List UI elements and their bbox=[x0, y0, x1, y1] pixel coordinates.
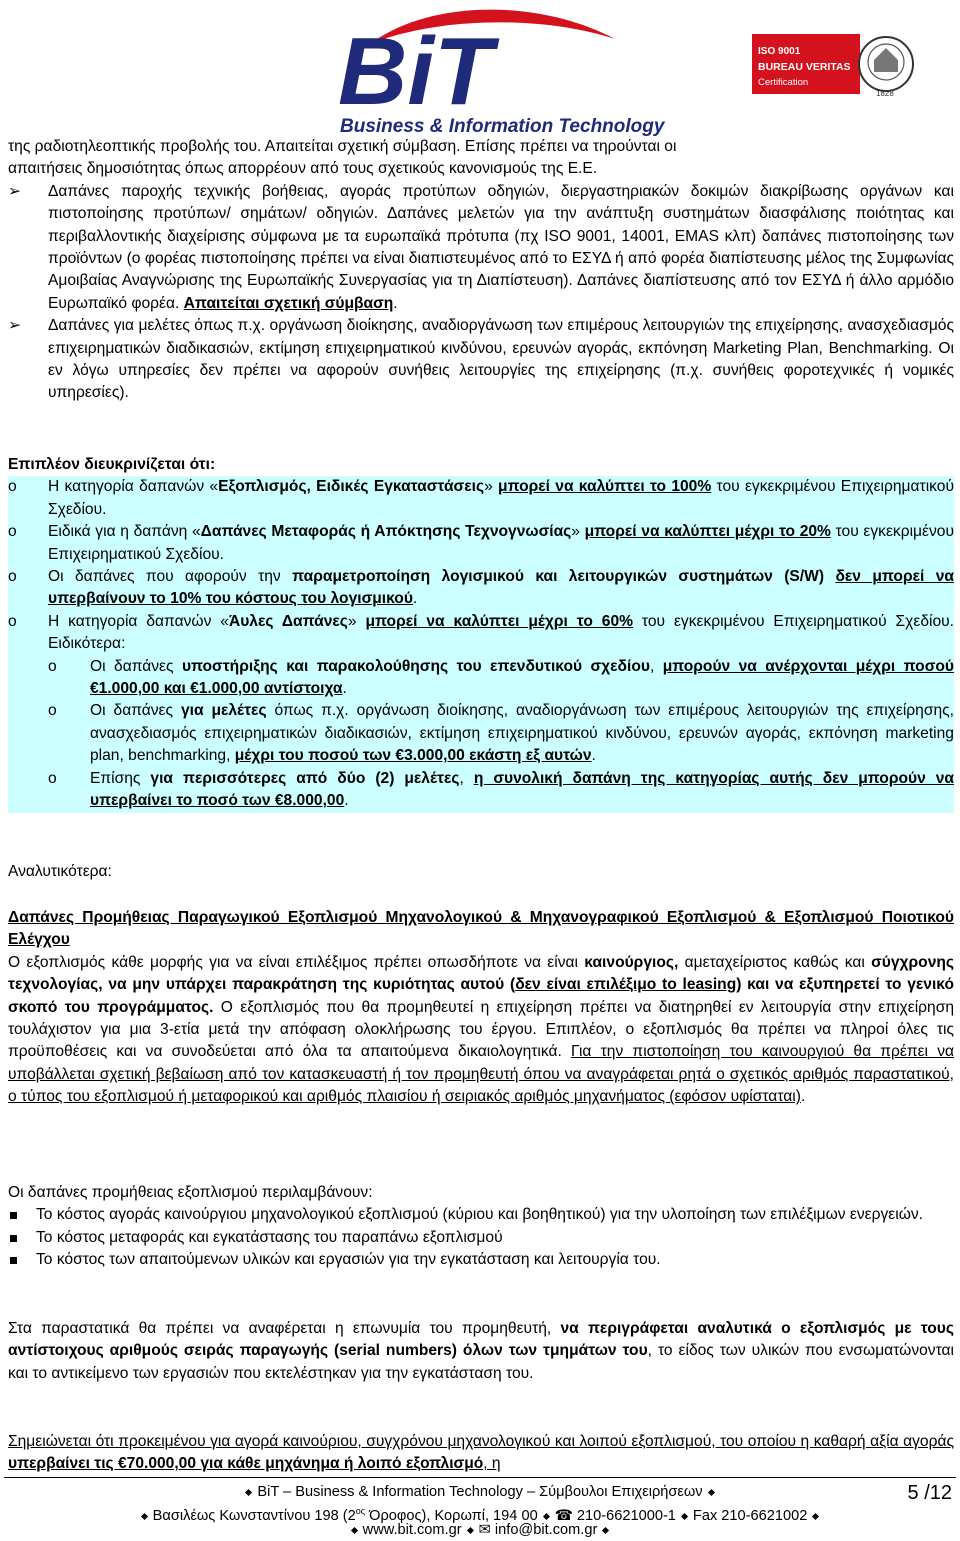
square-bullet-icon bbox=[10, 1212, 17, 1219]
website-link[interactable]: www.bit.com.gr bbox=[362, 1522, 462, 1538]
bureau-veritas-badge bbox=[752, 30, 914, 102]
extra-heading: Επιπλέον διευκρινίζεται ότι: bbox=[8, 456, 216, 473]
footer-line-2: Βασιλέως Κωνσταντίνου 198 ($2^{o\varsigma}$ Όροφος), Κορωπί, 194 00 ☎ 210-6621000-1 Fax 210-6621002 bbox=[0, 1501, 960, 1526]
arrow-item-1: ➢ Δαπάνες παροχής τεχνικής βοήθειας, αγοράς προτύπων οδηγιών, διεργαστηριακών δοκιμών διακρίβωσης οργάνων και πιστοποίησης προτύπων/ σημάτων/ οδηγιών. Δαπάνες μελετών για την ανάπτυξη συστημάτων διασφάλισης ποιότητας και περιβαλλοντικής διαχείρισης σύμφωνα με τα ευρωπαϊκά πρότυπα (πχ ISO 9001, 14001, EMAS κλπ) δαπάνες πιστοποίησης των προϊόντων (ο φορέας πιστοποίησης πρέπει να είναι διαπιστευμένος από το ΕΣΥΔ ή από φορέα διαπίστευσης μέλος της Συμφωνίας Αμοιβαίας Αναγνώρισης της Ευρωπαϊκής Συνεργασίας για τη Διαπίστευση). Δαπάνες διαπίστευσης από τον ΕΣΥΔ ή άλλο αρμόδιο Ευρωπαϊκό φορέα. Απαιτείται σχετική σύμβαση. bbox=[8, 182, 954, 312]
costs-item: Το κόστος των απαιτούμενων υλικών και εργασιών για την εγκατάσταση και λειτουργία του. bbox=[8, 1249, 954, 1271]
top-line-1: της ραδιοτηλεοπτικής προβολής του. Απαιτείται σχετική σύμβαση. Επίσης πρέπει να τηρούνται οι bbox=[8, 138, 677, 155]
diamond-icon bbox=[708, 1489, 715, 1496]
sub-item-3: o Επίσης για περισσότερες από δύο (2) μελέτες, η συνολική δαπάνη της κατηγορίας αυτής δεν μπορούν να υπερβαίνει το ποσό των €8.000,00. bbox=[48, 769, 954, 810]
top-section bbox=[8, 136, 954, 405]
arrow-bullet-icon: ➢ bbox=[8, 317, 22, 335]
costs-item: Το κόστος μεταφοράς και εγκατάστασης του παραπάνω εξοπλισμού bbox=[8, 1227, 954, 1249]
costs-item: Το κόστος αγοράς καινούργιου μηχανολογικού εξοπλισμού (κύριου και βοηθητικού) για την υλοποίηση των επιλέξιμων ενεργειών. bbox=[8, 1204, 954, 1226]
equipment-title: Δαπάνες Προμήθειας Παραγωγικού Εξοπλισμού Μηχανολογικού & Μηχανογραφικού Εξοπλισμού & Εξοπλισμού Ποιοτικού Ελέγχου bbox=[8, 909, 954, 949]
arrow-item-2: ➢ Δαπάνες για μελέτες όπως π.χ. οργάνωση διοίκησης, αναδιοργάνωση των επιμέρους λειτουργιών της επιχείρησης, ανασχεδιασμός επιχειρηματικών διαδικασιών, εκτίμηση επιχειρηματικού κινδύνου, ερευνών αγοράς, εκπόνηση Marketing Plan, Benchmarking. Οι εν λόγω υπηρεσίες δεν πρέπει να αφορούν συνήθεις λειτουργίες της επιχείρησης (π.χ. συνήθεις φοροτεχνικές ή νομικές υπηρεσίες). bbox=[8, 317, 954, 402]
extra-section bbox=[8, 454, 954, 813]
analytic-label: Αναλυτικότερα: bbox=[8, 863, 112, 880]
square-bullet-icon bbox=[10, 1235, 17, 1242]
diamond-icon bbox=[543, 1512, 550, 1519]
extra-item-1: o Η κατηγορία δαπανών «Εξοπλισμός, Ειδικές Εγκαταστάσεις» μπορεί να καλύπτει το 100% του εγκεκριμένου Επιχειρηματικού Σχεδίου. bbox=[8, 478, 954, 518]
extra-item-2: o Ειδικά για η δαπάνη «Δαπάνες Μεταφοράς ή Απόκτησης Τεχνογνωσίας» μπορεί να καλύπτει μέχρι το 20% του εγκεκριμένου Επιχειρηματικού Σχεδίου. bbox=[8, 523, 954, 563]
extra-item-3: o Οι δαπάνες που αφορούν την παραμετροποίηση λογισμικού και λειτουργικών συστημάτων (S/W) δεν μπορεί να υπερβαίνουν το 10% του κόστους του λογισμικού. bbox=[8, 568, 954, 608]
footer-divider bbox=[4, 1477, 956, 1478]
square-bullet-icon bbox=[10, 1257, 17, 1264]
diamond-icon bbox=[141, 1512, 148, 1519]
phone-icon: ☎ bbox=[554, 1507, 577, 1524]
logo-tagline: Business & Information Technology bbox=[340, 116, 665, 137]
arrow-list bbox=[8, 181, 954, 405]
costs-intro: Οι δαπάνες προμήθειας εξοπλισμού περιλαμβάνουν: bbox=[8, 1184, 373, 1201]
costs-list bbox=[8, 1204, 954, 1271]
diamond-icon bbox=[351, 1527, 358, 1534]
seal-year: 1828 bbox=[876, 89, 894, 98]
email-link[interactable]: info@bit.com.gr bbox=[494, 1522, 598, 1538]
badge-iso: ISO 9001 bbox=[758, 46, 801, 57]
highlight-block bbox=[8, 476, 954, 812]
note-paragraph: Σημειώνεται ότι προκειμένου για αγορά καινούριου, συγχρόνου μηχανολογικού και λοιπού εξοπλισμού, του οποίου η καθαρή αξία αγοράς υπερβαίνει τις €70.000,00 για κάθε μηχάνημα ή λοιπό εξοπλισμό, η bbox=[8, 1433, 954, 1473]
logo-text: BiT bbox=[338, 18, 493, 125]
page-number: 5 /12 bbox=[907, 1482, 952, 1504]
bit-logo bbox=[330, 4, 665, 137]
equipment-section bbox=[8, 907, 954, 1109]
costs-list-section bbox=[8, 1182, 954, 1272]
diamond-icon bbox=[681, 1512, 688, 1519]
badge-cert: Certification bbox=[758, 77, 809, 88]
arrow-bullet-icon: ➢ bbox=[8, 182, 22, 200]
diamond-icon bbox=[245, 1489, 252, 1496]
diamond-icon bbox=[467, 1527, 474, 1534]
footer-line-1: BiT – Business & Information Technology – Σύμβουλοι Επιχειρήσεων bbox=[0, 1482, 960, 1502]
sub-item-1: o Οι δαπάνες υποστήριξης και παρακολούθησης του επενδυτικού σχεδίου, μπορούν να ανέρχονται μέχρι ποσού €1.000,00 και €1.000,00 αντίστοιχα. bbox=[48, 657, 954, 698]
badge-bv: BUREAU VERITAS bbox=[758, 61, 851, 73]
invoices-paragraph: Στα παραστατικά θα πρέπει να αναφέρεται η επωνυμία του προμηθευτή, να περιγράφεται αναλυτικά ο εξοπλισμός με τους αντίστοιχους αριθμούς σειράς παραγωγής (serial numbers) όλων των τμημάτων του, το είδος των υλικών που ενσωματώνονται και το αντικείμενο των εργασιών που εκτελέστηκαν για την εγκατάσταση του. bbox=[8, 1320, 955, 1382]
diamond-icon bbox=[812, 1512, 819, 1519]
diamond-icon bbox=[602, 1527, 609, 1534]
equipment-paragraph: Ο εξοπλισμός κάθε μορφής για να είναι επιλέξιμος πρέπει οπωσδήποτε να είναι καινούργιος, αμεταχείριστος καθώς και σύγχρονης τεχνολογίας, να μην υπάρχει παρακράτηση της κυριότητας αυτού (δεν είναι επιλέξιμο to leasing) και να εξυπηρετεί το γενικό σκοπό του προγράμματος. Ο εξοπλισμός που θα προμηθευτεί η επιχείρηση πρέπει να διατηρηθεί εν λειτουργία στην επιχείρηση τουλάχιστον για μια 3-ετία μετά την απόφαση ολοκλήρωσης του έργου. Επιπλέον, ο εξοπλισμός θα πρέπει να πληροί όλες τις προϋποθέσεις και να συνοδεύεται από όλα τα απαιτούμενα δικαιολογητικά. Για την πιστοποίηση του καινουργιού θα πρέπει να υποβάλλεται σχετική βεβαίωση από τον κατασκευαστή ή τον προμηθευτή όπου να αναγράφεται ρητά ο σχετικός αριθμός παραστατικού, ο τύπος του εξοπλισμού ή μεταφορικού και αριθμός πλαισίου ή σειριακός αριθμός μηχανήματος (εφόσον υφίσταται). bbox=[8, 953, 955, 1106]
sub-item-2: o Οι δαπάνες για μελέτες όπως π.χ. οργάνωση διοίκησης, αναδιοργάνωση των επιμέρους λειτουργιών της επιχείρησης, ανασχεδιασμός επιχειρηματικών διαδικασιών, εκτίμηση επιχειρηματικού κινδύνου, ερευνών αγοράς, εκπόνηση marketing plan, benchmarking, μέχρι του ποσού των €3.000,00 εκάστη εξ αυτών. bbox=[48, 702, 954, 765]
extra-item-4: o Η κατηγορία δαπανών «Άυλες Δαπάνες» μπορεί να καλύπτει μέχρι το 60% του εγκεκριμένου Επιχειρηματικού Σχεδίου. Ειδικότερα: bbox=[8, 612, 954, 653]
mail-icon: ✉ bbox=[478, 1522, 495, 1538]
footer-line-3 bbox=[0, 1520, 960, 1540]
top-line-2: απαιτήσεις δημοσιότητας όπως απορρέουν από τους σχετικούς κανονισμούς της Ε.Ε. bbox=[8, 160, 598, 178]
